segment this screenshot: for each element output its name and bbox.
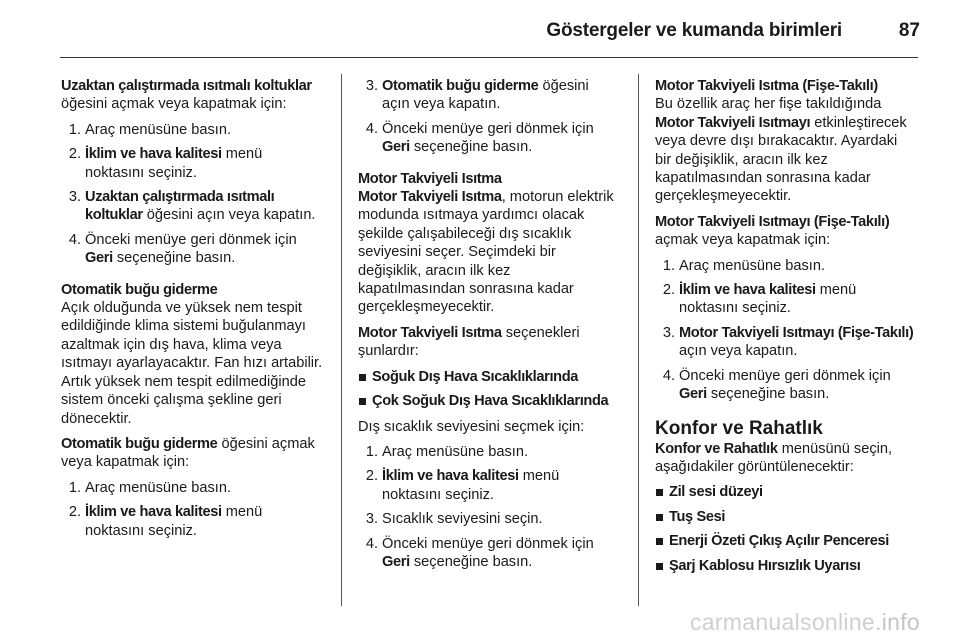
- list-item: Soğuk Dış Hava Sıcaklıklarında: [358, 368, 620, 386]
- watermark: carmanualsonline.info: [689, 609, 920, 635]
- list-item: 4. Önceki menüye geri dönmek için Geri seçeneğine basın.: [365, 535, 594, 570]
- list-item: 4. Önceki menüye geri dönmek için Geri seçeneğine basın.: [68, 231, 297, 267]
- list-item: 3. Uzaktan çalıştırmada ısıtmalı koltuklar öğesini açın veya kapatın.: [68, 189, 316, 224]
- list-item: 2. İklim ve hava kalitesi menü noktasını seçiniz.: [68, 504, 263, 539]
- list-item: 4. Önceki menüye geri dönmek için Geri seçeneğine basın.: [662, 367, 891, 403]
- page-header: [0, 0, 960, 60]
- list-item: 1. Araç menüsüne basın.: [365, 443, 529, 460]
- section-heading: Otomatik buğu giderme: [61, 281, 218, 298]
- list-item: 1. Araç menüsüne basın.: [68, 121, 232, 138]
- section-heading: Motor Takviyeli Isıtma: [358, 170, 502, 187]
- bullet-square-icon: [656, 514, 663, 521]
- column-divider: [638, 74, 639, 606]
- list-item: 1. Araç menüsüne basın.: [662, 257, 826, 274]
- bullet-square-icon: [359, 398, 366, 405]
- list-item: Çok Soğuk Dış Hava Sıcaklıklarında: [358, 392, 620, 410]
- list-item: Enerji Özeti Çıkış Açılır Penceresi: [655, 532, 917, 550]
- steps-list: [358, 443, 620, 571]
- list-item: 3. Motor Takviyeli Isıtmayı (Fişe-Takılı) açın veya kapatın.: [662, 324, 914, 360]
- paragraph: Motor Takviyeli Isıtma seçenekleri şunlardır:: [358, 324, 580, 360]
- list-item: 2. İklim ve hava kalitesi menü noktasını seçiniz.: [662, 282, 857, 317]
- steps-list: [61, 121, 323, 268]
- list-item: Zil sesi düzeyi: [655, 483, 917, 501]
- paragraph: Otomatik buğu giderme öğesini açmak veya kapatmak için:: [61, 435, 315, 471]
- column-2: [358, 77, 620, 578]
- paragraph: Dış sıcaklık seviyesini seçmek için:: [358, 418, 585, 435]
- section-title: Konfor ve Rahatlık: [655, 417, 823, 439]
- header-title: Göstergeler ve kumanda birimleri: [546, 20, 842, 41]
- list-item: Tuş Sesi: [655, 508, 917, 526]
- list-item: 3. Sıcaklık seviyesini seçin.: [365, 511, 543, 528]
- page-number: 87: [898, 20, 920, 41]
- header-rule: [60, 57, 918, 58]
- bullet-square-icon: [656, 489, 663, 496]
- steps-list: [61, 479, 323, 540]
- steps-list: [358, 77, 620, 157]
- bullet-square-icon: [656, 538, 663, 545]
- bullet-list: [655, 483, 917, 575]
- list-item: 2. İklim ve hava kalitesi menü noktasını seçiniz.: [365, 468, 560, 503]
- section-heading: Motor Takviyeli Isıtma (Fişe-Takılı): [655, 78, 878, 94]
- steps-list: [655, 257, 917, 404]
- paragraph: Açık olduğunda ve yüksek nem tespit edildiğinde klima sistemi buğulanmayı azaltmak için dış hava, klima veya ısıtmayı ayarlayacaktır. Fan hızı artabilir. Artık yüksek nem tespit edilmediğinde sistem önceki çalışma şekline geri dönecektir.: [61, 300, 323, 427]
- bullet-square-icon: [359, 374, 366, 381]
- list-item: 2. İklim ve hava kalitesi menü noktasını seçiniz.: [68, 146, 263, 181]
- column-1: [61, 77, 323, 547]
- list-item: 3. Otomatik buğu giderme öğesini açın veya kapatın.: [365, 78, 589, 113]
- list-item: 4. Önceki menüye geri dönmek için Geri seçeneğine basın.: [365, 120, 594, 156]
- intro-paragraph: Uzaktan çalıştırmada ısıtmalı koltuklar öğesini açmak veya kapatmak için:: [61, 78, 312, 113]
- paragraph: Konfor ve Rahatlık menüsünü seçin, aşağıdakiler görüntülenecektir:: [655, 440, 893, 475]
- column-3: [655, 77, 917, 582]
- column-divider: [341, 74, 342, 606]
- list-item: Şarj Kablosu Hırsızlık Uyarısı: [655, 557, 917, 575]
- list-item: 1. Araç menüsüne basın.: [68, 479, 232, 496]
- paragraph: Bu özellik araç her fişe takıldığında Motor Takviyeli Isıtmayı etkinleştirecek veya devre dışı bırakacaktır. Ayardaki bir değişiklik, aracın ilk kez kapatılmasından sonrasına kadar gerçekleşmeyecektir.: [655, 96, 907, 205]
- bullet-list: [358, 368, 620, 411]
- bullet-square-icon: [656, 563, 663, 570]
- paragraph: Motor Takviyeli Isıtma, motorun elektrik modunda ısıtmaya yardımcı olacak şekilde çalışabileceği dış sıcaklık seviyesini seçer. Seçimdeki bir değişiklik, aracın ilk kez kapatılmasından sonrasına kadar gerçekleşmeyecektir.: [358, 189, 614, 316]
- paragraph: Motor Takviyeli Isıtmayı (Fişe-Takılı) açmak veya kapatmak için:: [655, 213, 890, 249]
